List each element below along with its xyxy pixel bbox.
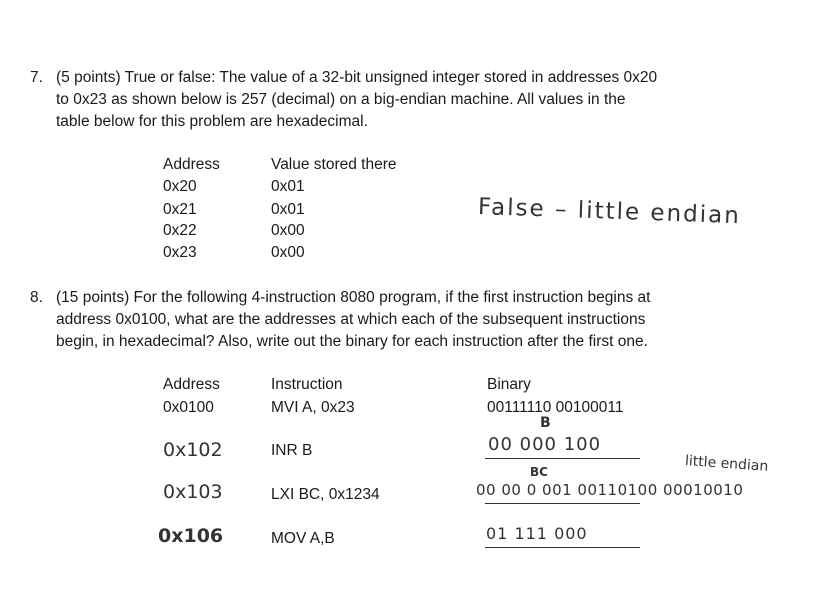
- q8-instruction: INR B: [271, 442, 313, 459]
- q7-header-address: Address: [163, 156, 220, 173]
- q7-row-value: 0x00: [271, 222, 305, 239]
- q7-row-value: 0x01: [271, 201, 305, 218]
- q7-text-line-1: (5 points) True or false: The value of a 32-bit unsigned integer stored in addresses 0x20: [56, 69, 658, 86]
- q7-text-line-3: table below for this problem are hexadecimal.: [56, 113, 368, 130]
- q8-instruction: MOV A,B: [271, 530, 335, 547]
- q8-handwritten-binary-note: BC: [530, 465, 548, 479]
- q7-row-address: 0x23: [163, 244, 197, 261]
- q8-handwritten-binary: 01 111 000: [486, 524, 588, 543]
- q8-answer-underline: [485, 458, 640, 459]
- q8-handwritten-side-note: little endian: [684, 453, 769, 475]
- q8-handwritten-binary: 00 000 100: [488, 434, 602, 455]
- q7-text-line-2: to 0x23 as shown below is 257 (decimal) on a big-endian machine. All values in the: [56, 91, 626, 108]
- q8-text-line-2: address 0x0100, what are the addresses at which each of the subsequent instructions: [56, 311, 646, 328]
- q8-header-address: Address: [163, 376, 220, 393]
- q8-header-binary: Binary: [487, 376, 531, 393]
- q8-answer-underline: [485, 503, 640, 504]
- q8-first-binary: 00111110 00100011: [487, 399, 624, 416]
- q7-row-value: 0x01: [271, 178, 305, 195]
- q8-handwritten-address: 0x102: [163, 439, 223, 461]
- q8-first-address: 0x0100: [163, 399, 214, 416]
- q7-number: 7.: [30, 69, 43, 86]
- q8-handwritten-binary: 00 00 0 001 00110100 00010010: [476, 481, 744, 499]
- q8-first-instruction: MVI A, 0x23: [271, 399, 355, 416]
- q8-handwritten-address: 0x103: [163, 481, 223, 503]
- q7-header-value: Value stored there: [271, 156, 397, 173]
- q8-text-line-1: (15 points) For the following 4-instruction 8080 program, if the first instruction begins at: [56, 289, 651, 306]
- q7-row-value: 0x00: [271, 244, 305, 261]
- q7-handwritten-answer: False – little endian: [477, 194, 742, 230]
- q8-handwritten-address: 0x106: [158, 525, 224, 547]
- q8-number: 8.: [30, 289, 43, 306]
- q8-answer-underline: [485, 547, 640, 548]
- q8-instruction: LXI BC, 0x1234: [271, 486, 380, 503]
- q8-text-line-3: begin, in hexadecimal? Also, write out the binary for each instruction after the first one.: [56, 333, 648, 350]
- q7-row-address: 0x21: [163, 201, 197, 218]
- q7-row-address: 0x20: [163, 178, 197, 195]
- q8-header-instruction: Instruction: [271, 376, 343, 393]
- q8-handwritten-binary-note: B: [540, 415, 551, 431]
- q7-row-address: 0x22: [163, 222, 197, 239]
